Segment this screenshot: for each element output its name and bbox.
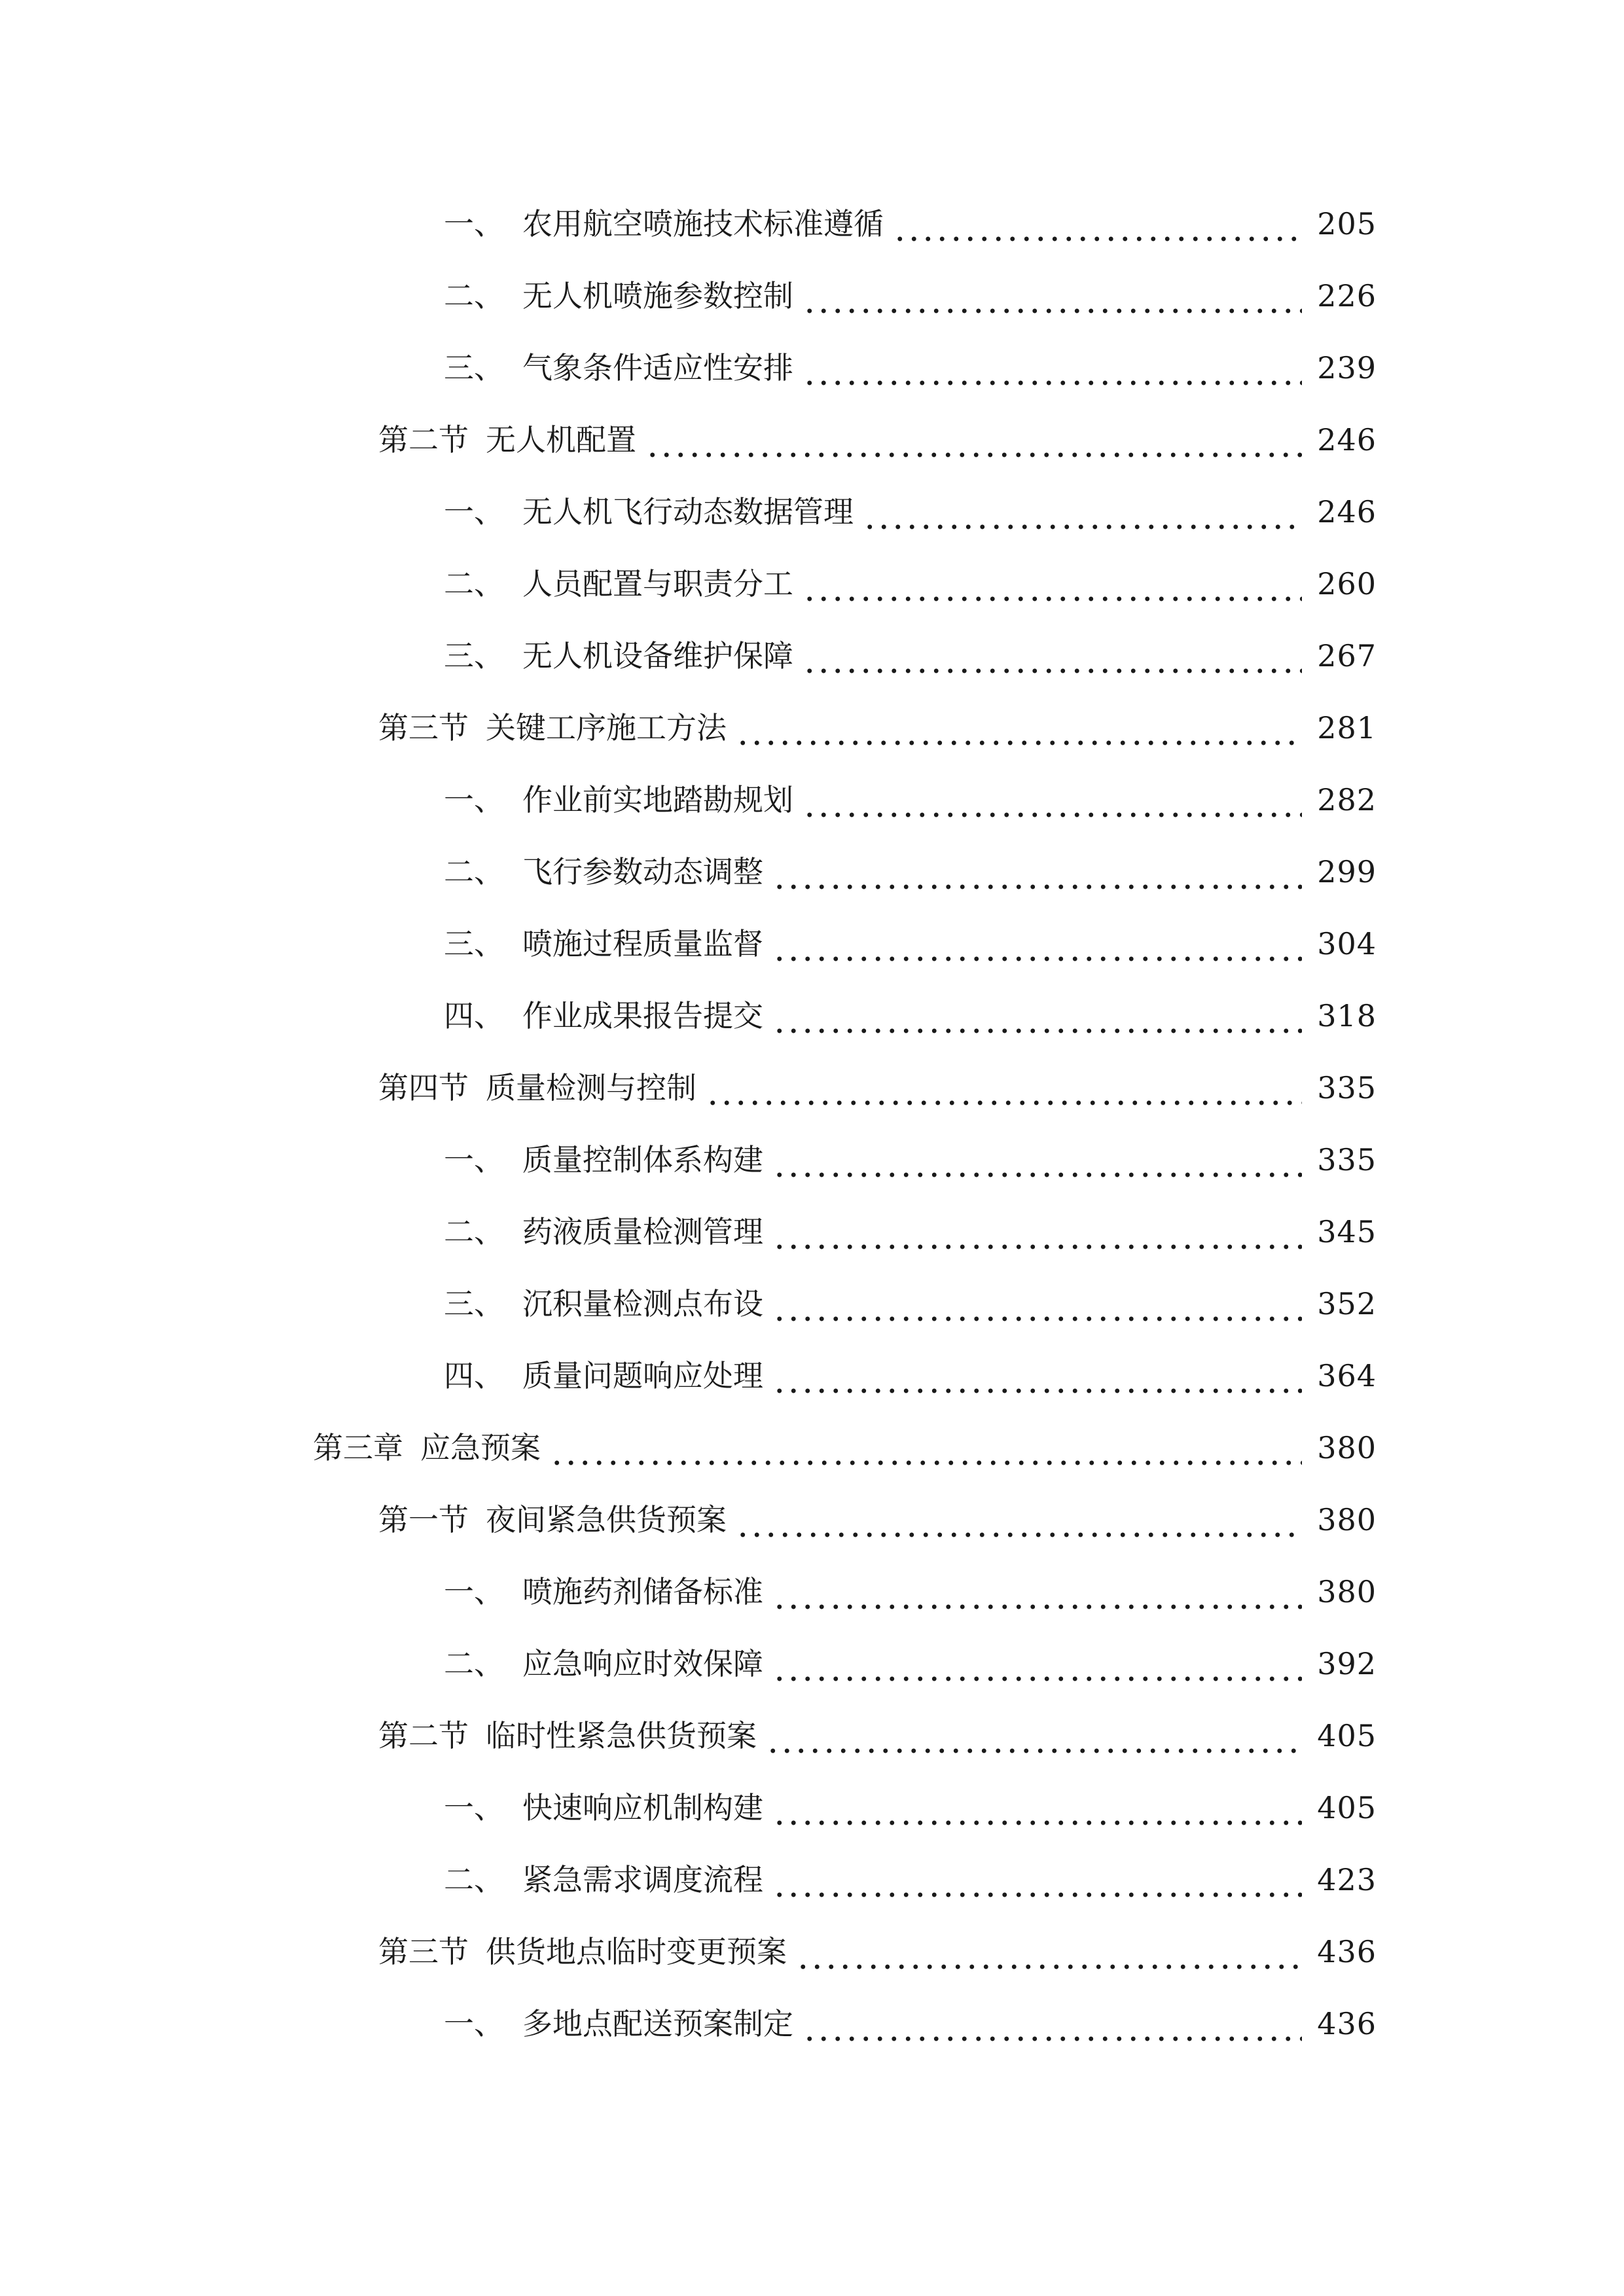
dot-leader	[803, 789, 1302, 819]
toc-entry[interactable]	[0, 332, 1624, 404]
entry-marker: 一、	[444, 1142, 504, 1177]
dot-leader	[736, 717, 1302, 747]
dot-leader	[772, 861, 1302, 891]
entry-label	[444, 278, 803, 314]
entry-title: 飞行参数动态调整	[522, 854, 763, 889]
entry-page-number: 318	[1317, 998, 1377, 1033]
entry-page-number: 226	[1317, 278, 1377, 314]
dot-leader	[803, 573, 1302, 603]
entry-title: 供货地点临时变更预案	[486, 1934, 787, 1969]
table-of-contents	[0, 188, 1624, 2060]
entry-marker: 一、	[444, 206, 504, 242]
toc-entry[interactable]	[0, 1124, 1624, 1196]
entry-marker: 三、	[444, 350, 504, 386]
entry-label	[378, 422, 645, 457]
entry-title: 作业成果报告提交	[522, 998, 763, 1033]
dot-leader	[772, 1581, 1302, 1611]
entry-label	[444, 1214, 772, 1249]
entry-label	[378, 710, 736, 745]
dot-leader	[803, 357, 1302, 387]
entry-page-number: 281	[1317, 710, 1377, 745]
entry-title: 关键工序施工方法	[486, 710, 727, 745]
toc-entry[interactable]	[0, 404, 1624, 476]
toc-entry[interactable]	[0, 1412, 1624, 1484]
entry-label	[444, 206, 893, 242]
entry-marker: 三、	[444, 1286, 504, 1321]
entry-title: 农用航空喷施技术标准遵循	[522, 206, 884, 242]
entry-title: 质量问题响应处理	[522, 1358, 763, 1393]
toc-entry[interactable]	[0, 836, 1624, 908]
entry-label	[444, 1862, 772, 1897]
dot-leader	[772, 1365, 1302, 1395]
entry-label	[444, 1358, 772, 1393]
toc-entry[interactable]	[0, 692, 1624, 764]
entry-page-number: 423	[1317, 1862, 1377, 1897]
entry-page-number: 392	[1317, 1646, 1377, 1681]
entry-label	[378, 1934, 796, 1969]
entry-page-number: 239	[1317, 350, 1377, 386]
dot-leader	[772, 1005, 1302, 1035]
entry-page-number: 335	[1317, 1142, 1377, 1177]
toc-entry[interactable]	[0, 1484, 1624, 1556]
toc-entry[interactable]	[0, 476, 1624, 548]
dot-leader	[803, 285, 1302, 315]
toc-entry[interactable]	[0, 1916, 1624, 1988]
entry-title: 作业前实地踏勘规划	[522, 782, 793, 817]
dot-leader	[766, 1725, 1302, 1755]
entry-title: 无人机喷施参数控制	[522, 278, 793, 314]
entry-marker: 四、	[444, 1358, 504, 1393]
entry-marker: 一、	[444, 2006, 504, 2041]
dot-leader	[550, 1437, 1302, 1467]
dot-leader	[863, 501, 1302, 531]
entry-title: 药液质量检测管理	[522, 1214, 763, 1249]
entry-page-number: 335	[1317, 1070, 1377, 1105]
entry-page-number: 436	[1317, 2006, 1377, 2041]
entry-marker: 第四节	[378, 1070, 469, 1105]
entry-title: 应急响应时效保障	[522, 1646, 763, 1681]
toc-entry[interactable]	[0, 1772, 1624, 1844]
entry-label	[444, 494, 863, 529]
entry-marker: 三、	[444, 638, 504, 673]
dot-leader	[772, 1293, 1302, 1323]
entry-title: 紧急需求调度流程	[522, 1862, 763, 1897]
entry-title: 无人机配置	[486, 422, 636, 457]
entry-marker: 第二节	[378, 422, 469, 457]
entry-title: 气象条件适应性安排	[522, 350, 793, 386]
entry-title: 多地点配送预案制定	[522, 2006, 793, 2041]
dot-leader	[772, 1797, 1302, 1827]
toc-entry[interactable]	[0, 908, 1624, 980]
entry-page-number: 260	[1317, 566, 1377, 601]
entry-label	[378, 1718, 766, 1753]
entry-marker: 二、	[444, 854, 504, 889]
entry-page-number: 304	[1317, 926, 1377, 961]
entry-page-number: 205	[1317, 206, 1377, 242]
toc-entry[interactable]	[0, 1340, 1624, 1412]
entry-page-number: 299	[1317, 854, 1377, 889]
entry-page-number: 405	[1317, 1790, 1377, 1825]
entry-marker: 第二节	[378, 1718, 469, 1753]
entry-label	[444, 782, 803, 817]
entry-page-number: 380	[1317, 1502, 1377, 1537]
toc-entry[interactable]	[0, 1556, 1624, 1628]
entry-marker: 二、	[444, 566, 504, 601]
entry-page-number: 405	[1317, 1718, 1377, 1753]
entry-title: 无人机设备维护保障	[522, 638, 793, 673]
entry-marker: 第一节	[378, 1502, 469, 1537]
dot-leader	[796, 1941, 1302, 1971]
entry-title: 无人机飞行动态数据管理	[522, 494, 854, 529]
entry-title: 质量控制体系构建	[522, 1142, 763, 1177]
toc-entry[interactable]	[0, 1700, 1624, 1772]
entry-title: 沉积量检测点布设	[522, 1286, 763, 1321]
entry-label	[313, 1430, 550, 1465]
toc-entry[interactable]	[0, 764, 1624, 836]
entry-page-number: 380	[1317, 1430, 1377, 1465]
dot-leader	[803, 2013, 1302, 2043]
entry-marker: 三、	[444, 926, 504, 961]
entry-marker: 第三章	[313, 1430, 403, 1465]
entry-marker: 二、	[444, 278, 504, 314]
entry-label	[444, 638, 803, 673]
entry-title: 质量检测与控制	[486, 1070, 696, 1105]
entry-page-number: 267	[1317, 638, 1377, 673]
dot-leader	[772, 1221, 1302, 1251]
entry-marker: 四、	[444, 998, 504, 1033]
entry-label	[444, 2006, 803, 2041]
entry-page-number: 436	[1317, 1934, 1377, 1969]
dot-leader	[772, 1149, 1302, 1179]
entry-label	[378, 1070, 706, 1105]
toc-entry[interactable]	[0, 980, 1624, 1052]
toc-entry[interactable]	[0, 260, 1624, 332]
toc-entry[interactable]	[0, 1628, 1624, 1700]
entry-title: 人员配置与职责分工	[522, 566, 793, 601]
entry-marker: 二、	[444, 1862, 504, 1897]
entry-label	[444, 1646, 772, 1681]
entry-marker: 一、	[444, 494, 504, 529]
toc-entry[interactable]	[0, 1196, 1624, 1268]
toc-entry[interactable]	[0, 1844, 1624, 1916]
dot-leader	[736, 1509, 1302, 1539]
dot-leader	[772, 933, 1302, 963]
entry-label	[444, 926, 772, 961]
toc-entry[interactable]	[0, 188, 1624, 260]
toc-entry[interactable]	[0, 620, 1624, 692]
toc-entry[interactable]	[0, 1988, 1624, 2060]
entry-page-number: 364	[1317, 1358, 1377, 1393]
entry-page-number: 246	[1317, 494, 1377, 529]
toc-entry[interactable]	[0, 548, 1624, 620]
entry-label	[444, 1286, 772, 1321]
entry-label	[444, 1790, 772, 1825]
entry-marker: 二、	[444, 1214, 504, 1249]
entry-title: 应急预案	[420, 1430, 541, 1465]
entry-title: 快速响应机制构建	[522, 1790, 763, 1825]
entry-marker: 一、	[444, 1790, 504, 1825]
dot-leader	[772, 1653, 1302, 1683]
entry-label	[444, 854, 772, 889]
dot-leader	[645, 429, 1302, 459]
dot-leader	[772, 1869, 1302, 1899]
dot-leader	[706, 1077, 1302, 1107]
entry-marker: 一、	[444, 782, 504, 817]
entry-page-number: 352	[1317, 1286, 1377, 1321]
entry-marker: 第三节	[378, 1934, 469, 1969]
entry-marker: 一、	[444, 1574, 504, 1609]
entry-marker: 第三节	[378, 710, 469, 745]
entry-label	[444, 566, 803, 601]
entry-page-number: 246	[1317, 422, 1377, 457]
toc-entry[interactable]	[0, 1052, 1624, 1124]
toc-entry[interactable]	[0, 1268, 1624, 1340]
entry-title: 临时性紧急供货预案	[486, 1718, 757, 1753]
entry-label	[444, 350, 803, 386]
entry-label	[444, 1574, 772, 1609]
entry-page-number: 345	[1317, 1214, 1377, 1249]
entry-title: 夜间紧急供货预案	[486, 1502, 727, 1537]
entry-label	[444, 1142, 772, 1177]
entry-label	[378, 1502, 736, 1537]
dot-leader	[803, 645, 1302, 675]
entry-title: 喷施药剂储备标准	[522, 1574, 763, 1609]
dot-leader	[893, 213, 1302, 243]
entry-title: 喷施过程质量监督	[522, 926, 763, 961]
entry-label	[444, 998, 772, 1033]
entry-page-number: 282	[1317, 782, 1377, 817]
entry-marker: 二、	[444, 1646, 504, 1681]
entry-page-number: 380	[1317, 1574, 1377, 1609]
